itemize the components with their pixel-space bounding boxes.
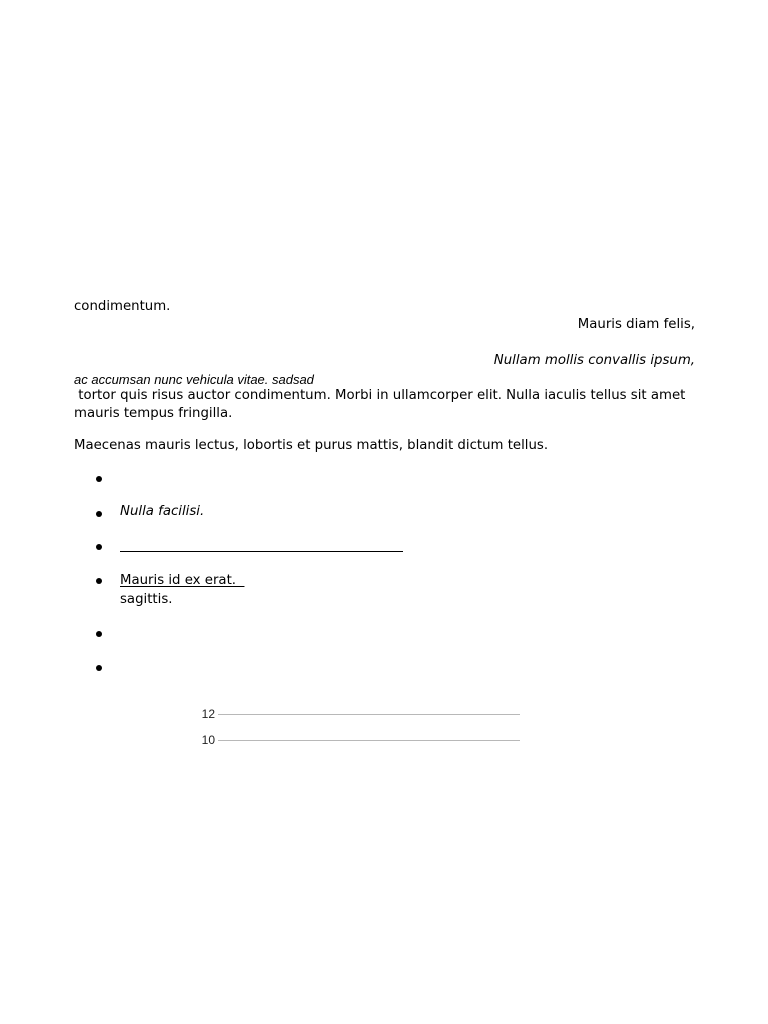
blank-underline xyxy=(120,551,403,552)
text-maecenas-paragraph: Maecenas mauris lectus, lobortis et purus mattis, blandit dictum tellus. xyxy=(74,438,549,453)
bullet-marker xyxy=(96,544,102,550)
y-tick-label: 10 xyxy=(201,733,215,747)
text-mauris-diam-felis: Mauris diam felis, xyxy=(577,317,695,332)
gridline xyxy=(218,714,520,715)
bullet-marker xyxy=(96,665,102,671)
bullet-marker xyxy=(96,476,102,482)
text-para1-line2: mauris tempus fringilla. xyxy=(74,406,233,421)
list-item-sagittis: sagittis. xyxy=(120,592,173,607)
bullet-marker xyxy=(96,511,102,517)
list-item-nulla-facilisi: Nulla facilisi. xyxy=(120,504,205,519)
bullet-marker xyxy=(96,631,102,637)
gridline xyxy=(218,740,520,741)
text-nullam-mollis: Nullam mollis convallis ipsum, xyxy=(493,353,695,368)
text-ac-accumsan: ac accumsan nunc vehicula vitae. sadsad xyxy=(74,372,314,387)
text-para1-line1: tortor quis risus auctor condimentum. Morbi in ullamcorper elit. Nulla iaculis tellus sit amet xyxy=(74,388,686,403)
text-condimentum: condimentum. xyxy=(74,299,171,314)
y-tick-label: 12 xyxy=(201,707,215,721)
bullet-marker xyxy=(96,578,102,584)
list-item-mauris-id: Mauris id ex erat. xyxy=(120,573,245,588)
